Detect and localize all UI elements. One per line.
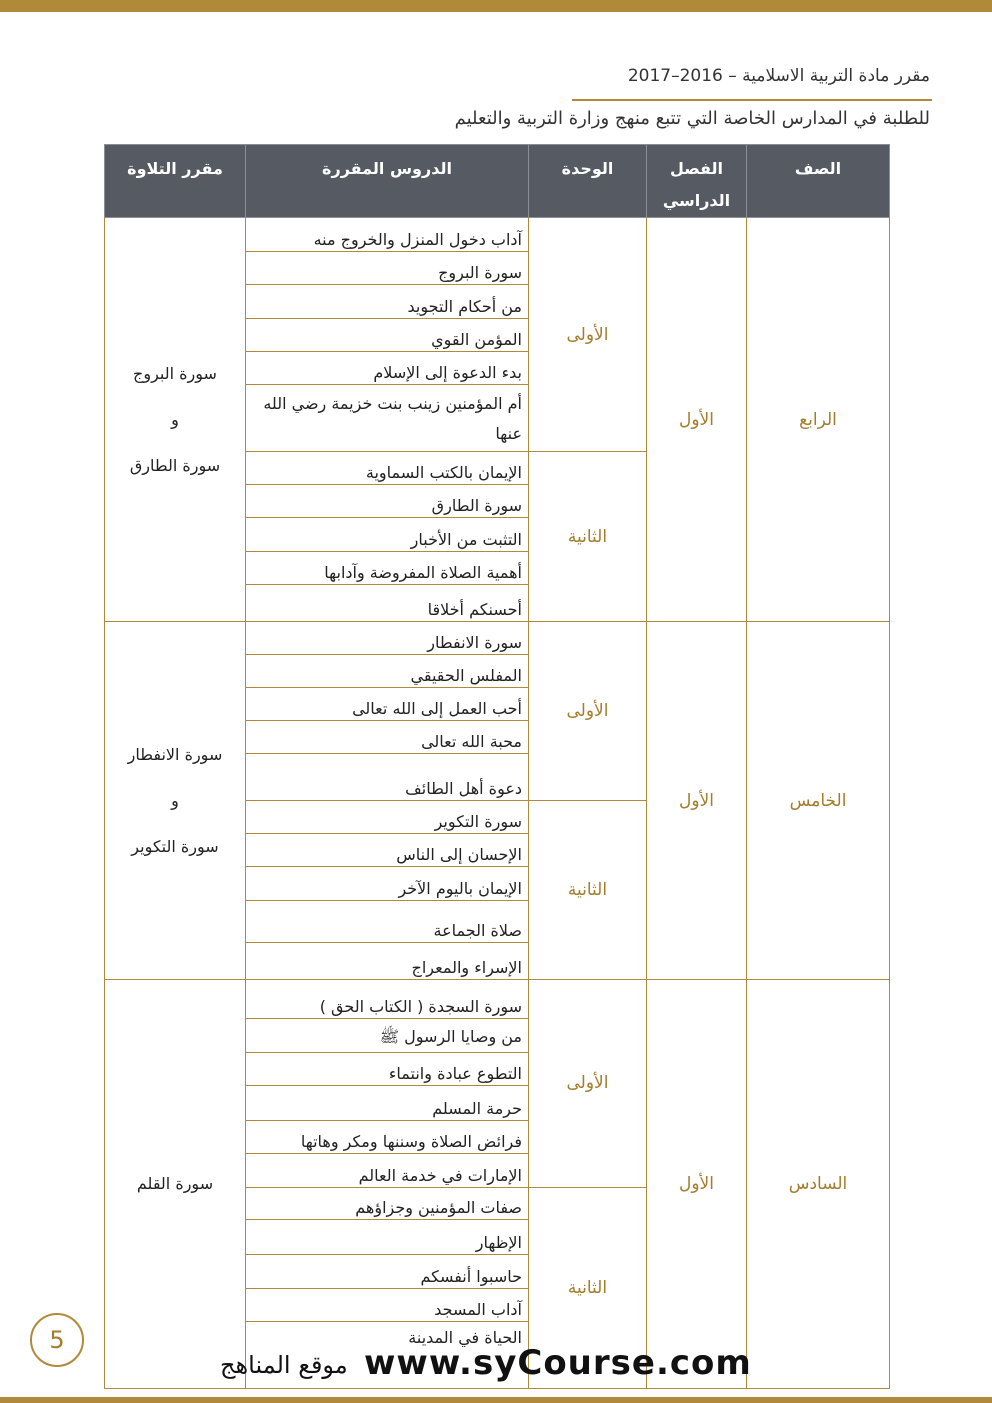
grade-cell: السادس xyxy=(747,980,890,1389)
header-recitation: مقرر التلاوة xyxy=(105,145,246,218)
semester-cell: الأول xyxy=(647,980,747,1389)
recitation-line: سورة التكوير xyxy=(131,836,219,856)
lesson-cell: أحسنكم أخلاقا xyxy=(246,585,529,622)
lesson-cell: أحب العمل إلى الله تعالى xyxy=(246,688,529,721)
lesson-cell: محبة الله تعالى xyxy=(246,721,529,754)
recitation-line: سورة البروج xyxy=(133,363,217,383)
header-unit: الوحدة xyxy=(529,145,647,218)
bottom-decor-bar xyxy=(0,1397,992,1403)
document-title: مقرر مادة التربية الاسلامية – 2016–2017 xyxy=(627,66,930,86)
unit-cell: الأولى xyxy=(529,980,647,1187)
lesson-cell: صلاة الجماعة xyxy=(246,901,529,943)
lesson-cell: الإمارات في خدمة العالم xyxy=(246,1153,529,1187)
lesson-cell: من أحكام التجويد xyxy=(246,285,529,319)
lesson-cell: دعوة أهل الطائف xyxy=(246,754,529,801)
lesson-cell: فرائض الصلاة وسننها ومكر وهاتها xyxy=(246,1120,529,1153)
lesson-cell: سورة الطارق xyxy=(246,485,529,518)
lesson-cell: سورة التكوير xyxy=(246,801,529,834)
lesson-cell: سورة السجدة ( الكتاب الحق ) xyxy=(246,980,529,1019)
lesson-cell: من وصايا الرسول ﷺ xyxy=(246,1019,529,1053)
lesson-cell: الإيمان بالكتب السماوية xyxy=(246,452,529,485)
curriculum-table xyxy=(104,144,890,1389)
unit-cell: الثانية xyxy=(529,452,647,622)
lesson-cell: التطوع عبادة وانتماء xyxy=(246,1053,529,1086)
grade-cell: الرابع xyxy=(747,218,890,622)
recitation-cell xyxy=(105,218,246,622)
header-grade: الصف xyxy=(747,145,890,218)
lesson-cell: المفلس الحقيقي xyxy=(246,655,529,688)
lesson-cell: الإظهار xyxy=(246,1219,529,1254)
lesson-cell: سورة الانفطار xyxy=(246,622,529,655)
lesson-cell: الحياة في المدينة xyxy=(246,1321,529,1388)
recitation-line: و xyxy=(171,409,179,429)
lesson-cell: أهمية الصلاة المفروضة وآدابها xyxy=(246,552,529,585)
semester-cell: الأول xyxy=(647,218,747,622)
lesson-cell: الإسراء والمعراج xyxy=(246,943,529,980)
lesson-cell: آداب دخول المنزل والخروج منه xyxy=(246,218,529,252)
top-decor-bar xyxy=(0,0,992,12)
lesson-cell: الإحسان إلى الناس xyxy=(246,834,529,867)
unit-cell: الثانية xyxy=(529,801,647,980)
lesson-cell: المؤمن القوي xyxy=(246,319,529,352)
recitation-line: و xyxy=(171,790,179,810)
title-underline xyxy=(572,99,932,101)
unit-cell: الأولى xyxy=(529,622,647,801)
header-lessons: الدروس المقررة xyxy=(246,145,529,218)
recitation-cell xyxy=(105,622,246,980)
lesson-cell: بدء الدعوة إلى الإسلام xyxy=(246,352,529,385)
lesson-cell: آداب المسجد xyxy=(246,1288,529,1321)
recitation-line: سورة الطارق xyxy=(129,455,221,475)
page-number: 5 xyxy=(30,1313,84,1367)
watermark xyxy=(220,1343,780,1391)
unit-cell: الثانية xyxy=(529,1187,647,1388)
lesson-cell: أم المؤمنين زينب بنت خزيمة رضي الله عنها xyxy=(246,385,529,452)
watermark-label: موقع المناهج xyxy=(220,1351,348,1379)
lesson-cell: حاسبوا أنفسكم xyxy=(246,1254,529,1288)
recitation-line: سورة الانفطار xyxy=(127,744,223,764)
lesson-cell: سورة البروج xyxy=(246,252,529,285)
grade-cell: الخامس xyxy=(747,622,890,980)
watermark-url: www.syCourse.com xyxy=(364,1343,752,1383)
unit-cell: الأولى xyxy=(529,218,647,452)
recitation-cell xyxy=(105,980,246,1389)
lesson-cell: التثبت من الأخبار xyxy=(246,518,529,552)
semester-cell: الأول xyxy=(647,622,747,980)
lesson-cell: الإيمان باليوم الآخر xyxy=(246,867,529,901)
lesson-cell: حرمة المسلم xyxy=(246,1086,529,1120)
lesson-cell: صفات المؤمنين وجزاؤهم xyxy=(246,1187,529,1219)
document-subtitle: للطلبة في المدارس الخاصة التي تتبع منهج وزارة التربية والتعليم xyxy=(454,108,930,129)
recitation-line: سورة القلم xyxy=(136,1174,214,1194)
header-semester: الفصل الدراسي xyxy=(647,145,747,218)
